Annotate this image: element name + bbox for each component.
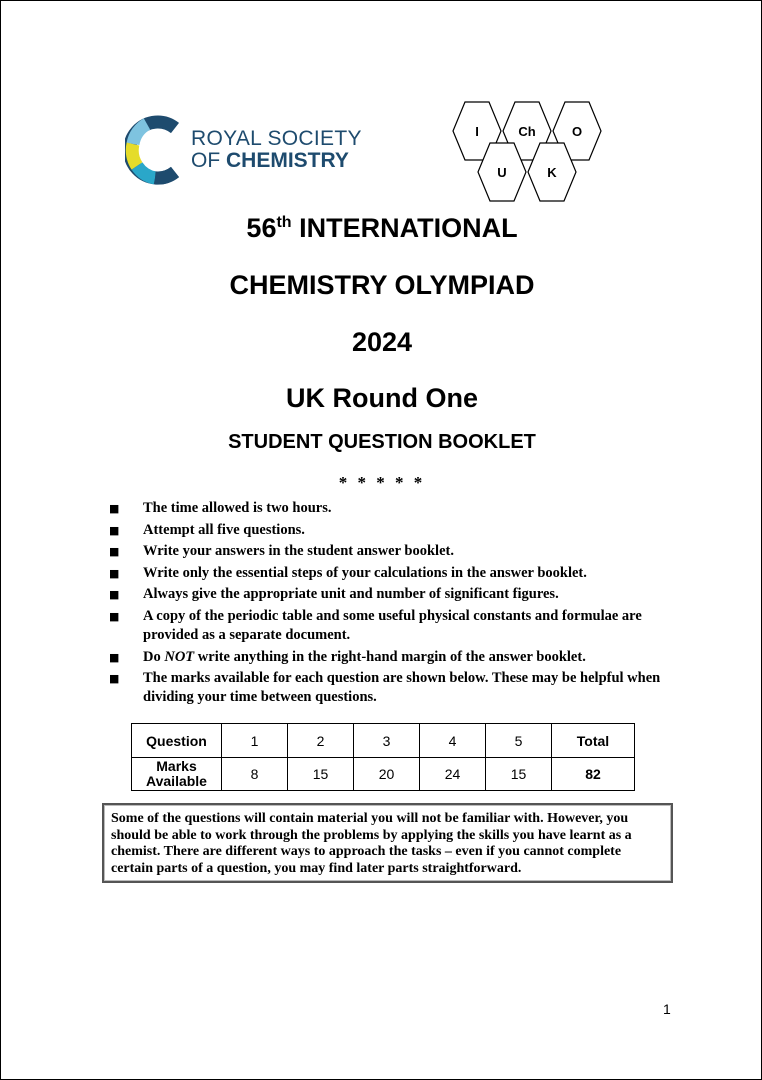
table-header-total: Total [552, 724, 635, 758]
table-header-marks-available: Marks Available [132, 758, 222, 791]
marks-table [131, 723, 635, 791]
separator-stars: * * * * * [338, 473, 426, 492]
instruction-item: ■ Attempt all five questions. [109, 521, 305, 538]
instruction-item: ■ A copy of the periodic table and some useful physical constants and formulae are provided as a separate document. [109, 607, 642, 643]
total-marks-cell: 82 [552, 758, 635, 791]
marks-cell: 15 [288, 758, 354, 791]
marks-cell: 15 [486, 758, 552, 791]
title-line-booklet: STUDENT QUESTION BOOKLET [228, 431, 536, 453]
bullet-square-icon: ■ [109, 545, 120, 559]
question-number-cell: 3 [354, 724, 420, 758]
title-line-olympiad: CHEMISTRY OLYMPIAD [229, 270, 535, 300]
table-header-question: Question [132, 724, 222, 758]
marks-cell: 8 [222, 758, 288, 791]
table-row [132, 724, 635, 758]
rsc-logo-line2: OF CHEMISTRY [191, 149, 349, 172]
question-number-cell: 4 [420, 724, 486, 758]
marks-cell: 20 [354, 758, 420, 791]
title-line-international: 56th INTERNATIONAL [246, 213, 518, 243]
instruction-item: ■ Write your answers in the student answer booklet. [109, 543, 454, 560]
icho-cell-o: O [571, 124, 583, 139]
bullet-square-icon: ■ [109, 502, 120, 515]
title-line-round: UK Round One [286, 383, 478, 413]
rsc-logo-line1: ROYAL SOCIETY [191, 127, 362, 150]
page-number: 1 [663, 1001, 671, 1017]
question-number-cell: 2 [288, 724, 354, 758]
bullet-square-icon: ■ [109, 566, 120, 580]
bullet-square-icon: ■ [109, 672, 120, 686]
table-row [132, 758, 635, 791]
rsc-logo [125, 114, 375, 186]
instruction-item: ■ Always give the appropriate unit and number of significant figures. [109, 586, 559, 603]
marks-cell: 24 [420, 758, 486, 791]
instructions-list [107, 499, 667, 710]
note-box: Some of the questions will contain material you will not be familiar with. However, you should be able to work through the problems by applying the skills you have learnt as a chemist. There are different ways to approach the tasks – even if you cannot complete certain parts of a question, you may find later parts straightforward. [102, 803, 673, 883]
question-number-cell: 1 [222, 724, 288, 758]
instruction-item: ■ The marks available for each question are shown below. These may be helpful when dividing your time between questions. [109, 670, 661, 706]
rsc-c-mark-icon [125, 114, 189, 186]
bullet-square-icon: ■ [109, 588, 120, 602]
icho-cell-k: K [547, 165, 557, 180]
bullet-square-icon: ■ [109, 523, 120, 537]
icho-uk-hexagon-logo [449, 98, 609, 204]
instruction-item: ■ The time allowed is two hours. [109, 500, 332, 516]
question-number-cell: 5 [486, 724, 552, 758]
icho-cell-ch: Ch [518, 124, 536, 139]
instruction-item: ■ Do NOT write anything in the right-hand margin of the answer booklet. [109, 648, 586, 665]
bullet-square-icon: ■ [109, 650, 120, 664]
title-line-year: 2024 [351, 327, 413, 357]
instruction-item: ■ Write only the essential steps of your calculations in the answer booklet. [109, 564, 587, 581]
icho-cell-i: I [475, 124, 479, 139]
icho-cell-u: U [497, 165, 507, 180]
emphasis-not: NOT [164, 648, 195, 665]
bullet-square-icon: ■ [109, 609, 120, 623]
